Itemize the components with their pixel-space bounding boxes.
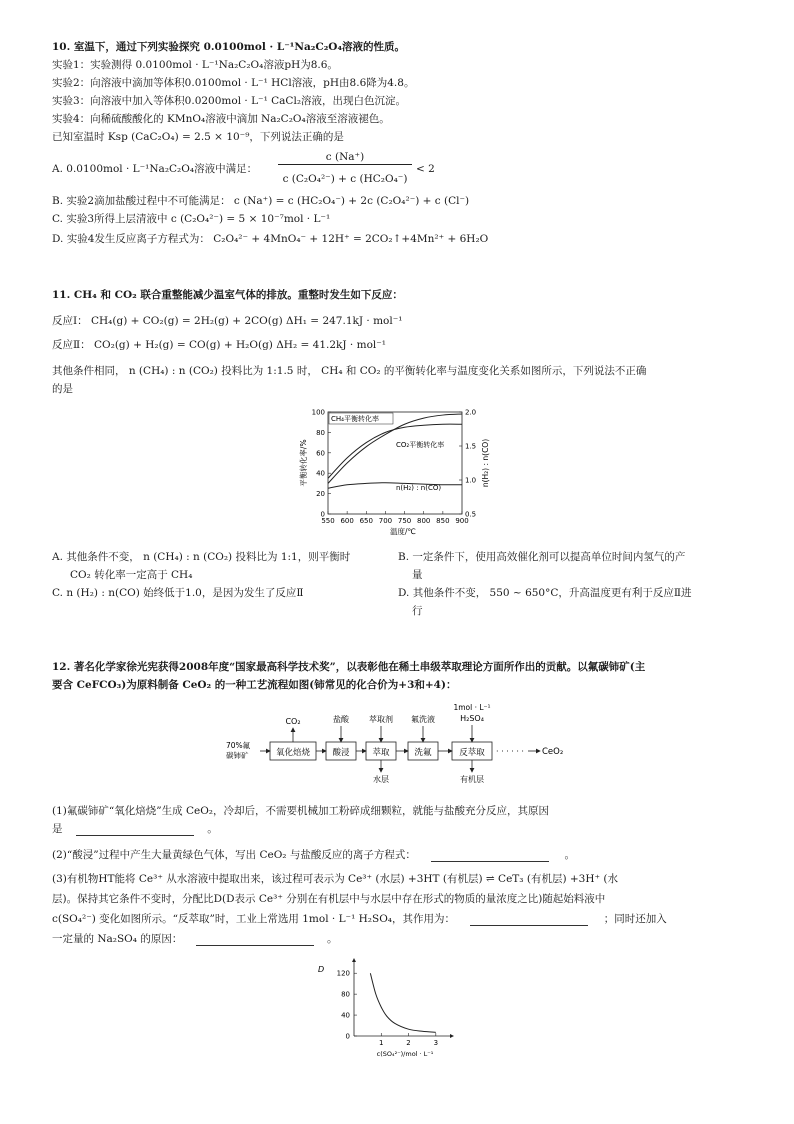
chart1-y-left-tick-label: 0: [320, 510, 325, 519]
conversion-chart: [290, 402, 510, 542]
chart1-x-tick-label: 750: [397, 517, 412, 525]
chart2-x-tick-label: 1: [379, 1039, 384, 1047]
flow-step-back-extraction: 反萃取: [459, 748, 485, 758]
q12-part1-line2: [52, 822, 218, 836]
chart1-y-left-tick-label: 100: [311, 408, 325, 417]
q10-exp3: 实验3：向溶液中加入等体积0.0200mol · L⁻¹ CaCl₂溶液，出现白色沉淀。: [52, 95, 407, 107]
q12-part3-prefix-2: 一定量的 Na₂SO₄ 的原因：: [52, 933, 183, 945]
q10-exp1: 实验1：实验测得 0.0100mol · L⁻¹Na₂C₂O₄溶液pH为8.6。: [52, 59, 338, 71]
process-flow-diagram: [222, 698, 582, 790]
q12-part1-answer-blank[interactable]: [76, 824, 194, 836]
q10-title: 10. 室温下，通过下列实验探究 0.0100mol · L⁻¹Na₂C₂O₄溶液的性质。: [52, 41, 406, 53]
q12-part3-suffix: 。: [327, 933, 338, 945]
q12-part3-answer-blank-2[interactable]: [196, 934, 314, 946]
flow-ellipsis: · · · · · ·: [496, 747, 524, 756]
chart1-x-tick-label: 550: [321, 517, 335, 525]
q11-option-c: C. n (H₂) : n(CO) 始终低于1.0，是因为发生了反应Ⅱ: [52, 587, 304, 599]
chart1-x-tick-label: 600: [340, 517, 354, 525]
chart1-y-left-tick-label: 80: [316, 428, 325, 437]
chart2-y-tick-label: 80: [341, 990, 350, 999]
flow-top-extractant: 萃取剂: [369, 715, 393, 724]
flow-product: CeO₂: [542, 747, 564, 757]
flow-top-h2so4: H₂SO₄: [460, 714, 484, 723]
chart2-y-tick-label: 40: [341, 1011, 350, 1020]
flow-top-hcl: 盐酸: [333, 715, 349, 724]
chart1-y-right-axis-label: n(H₂) : n(CO): [481, 438, 490, 488]
q11-condition-line1: 其他条件相同， n (CH₄) : n (CO₂) 投料比为 1:1.5 时， CH₄ 和 CO₂ 的平衡转化率与温度变化关系如图所示，下列说法不正确: [52, 365, 647, 377]
q11-reaction-2: 反应Ⅱ： CO₂(g) + H₂(g) = CO(g) + H₂O(g) ΔH₂ = 41.2kJ · mol⁻¹: [52, 339, 386, 351]
chart2-y-arrow: [352, 958, 356, 962]
chart1-ratio-label: n(H₂) : n(CO): [396, 484, 442, 492]
chart2-x-arrow: [450, 1034, 454, 1038]
chart2-y-tick-label: 0: [345, 1032, 350, 1041]
chart2-series-d: [370, 973, 435, 1032]
chart1-y-left-axis-label: 平衡转化率/%: [299, 439, 308, 487]
chart1-ch4-label: CH₄平衡转化率: [331, 415, 379, 423]
q12-part3-line1: (3)有机物HT能将 Ce³⁺ 从水溶液中提取出来，该过程可表示为 Ce³⁺ (水层) +3HT (有机层) ⇌ CeT₃ (有机层) +3H⁺ (水: [52, 873, 618, 885]
chart1-y-left-tick-label: 20: [316, 490, 325, 499]
flow-step-acid-leach: 酸浸: [332, 748, 350, 758]
q11-option-d-line1: D. 其他条件不变， 550 ~ 650°C，升高温度更有利于反应Ⅱ进: [398, 587, 692, 599]
chart1-x-axis-label: 温度/℃: [390, 527, 416, 536]
chart2-x-tick-label: 3: [433, 1039, 439, 1047]
q12-title-line1: 12. 著名化学家徐光宪获得2008年度“国家最高科学技术奖”，以表彰他在稀土串级萃取理论方面所作出的贡献。以氟碳铈矿(主: [52, 661, 646, 673]
q10-option-a-prefix: A. 0.0100mol · L⁻¹Na₂C₂O₄溶液中满足：: [52, 163, 258, 175]
flow-top-co2: CO₂: [285, 717, 301, 726]
flow-feed-line1: 70%氟: [226, 741, 251, 750]
chart1-y-right-tick-label: 2.0: [465, 408, 477, 417]
q11-reaction-1: 反应I： CH₄(g) + CO₂(g) = 2H₂(g) + 2CO(g) ΔH₁ = 247.1kJ · mol⁻¹: [52, 315, 403, 327]
q12-part3-line3: [52, 912, 667, 926]
chart2-y-axis-label: D: [318, 965, 325, 974]
distribution-ratio-chart: [312, 956, 472, 1060]
q12-part2-line: [52, 848, 575, 862]
q10-ksp: 已知室温时 Ksp (CaC₂O₄) = 2.5 × 10⁻⁹，下列说法正确的是: [52, 131, 344, 143]
q10-option-a-suffix: < 2: [416, 163, 435, 175]
q12-part3-prefix: c(SO₄²⁻) 变化如图所示。“反萃取”时，工业上常选用 1mol · L⁻¹ H₂SO₄，其作用为：: [52, 913, 456, 925]
q10-option-b: B. 实验2滴加盐酸过程中不可能满足： c (Na⁺) = c (HC₂O₄⁻) + 2c (C₂O₄²⁻) + c (Cl⁻): [52, 195, 470, 207]
flow-step-fluorine-wash: 洗氟: [414, 748, 432, 758]
chart1-y-right-tick-label: 0.5: [465, 510, 477, 519]
q10-option-a-denominator: c (C₂O₄²⁻) + c (HC₂O₄⁻): [282, 173, 408, 185]
q11-condition-line2: 的是: [52, 383, 73, 395]
q11-option-a-line1: A. 其他条件不变， n (CH₄) : n (CO₂) 投料比为 1:1，则平衡时: [52, 551, 351, 563]
q10-exp2: 实验2：向溶液中滴加等体积0.0100mol · L⁻¹ HCl溶液，pH由8.6降为4.8。: [52, 77, 415, 89]
flow-bottom-organic: 有机层: [460, 775, 484, 784]
chart1-series-ratio: [328, 483, 462, 488]
q12-part3-middle: ；同时还加入: [603, 913, 667, 925]
q12-part1-suffix: 。: [207, 823, 218, 835]
chart1-x-tick-label: 800: [417, 517, 431, 525]
chart2-y-tick-label: 120: [336, 969, 350, 978]
flow-step-extraction: 萃取: [372, 748, 390, 758]
chart1-x-tick-label: 700: [378, 517, 393, 525]
chart1-y-right-tick-label: 1.0: [465, 476, 477, 485]
flow-top-concentration: 1mol · L⁻¹: [453, 703, 491, 712]
q10-option-d: D. 实验4发生反应离子方程式为： C₂O₄²⁻ + 4MnO₄⁻ + 12H⁺ = 2CO₂↑+4Mn²⁺ + 6H₂O: [52, 233, 489, 245]
chart1-y-left-tick-label: 60: [316, 449, 325, 458]
q12-title-line2: 要含 CeFCO₃)为原料制备 CeO₂ 的一种工艺流程如图(铈常见的化合价为+3和+4)：: [52, 679, 457, 691]
chart2-x-axis-label: c(SO₄²⁻)/mol · L⁻¹: [376, 1050, 434, 1058]
q12-part1-prefix: 是: [52, 823, 63, 835]
flow-bottom-aqueous: 水层: [373, 775, 389, 784]
chart1-x-tick-label: 650: [359, 517, 373, 525]
q12-part3-line4: [52, 932, 338, 946]
chart1-co2-label: CO₂平衡转化率: [396, 441, 445, 449]
q11-title: 11. CH₄ 和 CO₂ 联合重整能减少温室气体的排放。重整时发生如下反应：: [52, 289, 403, 301]
q10-option-a-numerator: c (Na⁺): [278, 150, 412, 165]
q12-part3-line2: 层)。保持其它条件不变时，分配比D(D表示 Ce³⁺ 分别在有机层中与水层中存在形式的物质的量浓度之比)随起始料液中: [52, 893, 606, 905]
q11-option-b-line2: 量: [412, 569, 423, 581]
q10-exp4: 实验4：向稀硫酸酸化的 KMnO₄溶液中滴加 Na₂C₂O₄溶液至溶液褪色。: [52, 113, 390, 125]
chart1-y-left-tick-label: 40: [316, 469, 325, 478]
flow-feed-line2: 碳铈矿: [226, 751, 249, 760]
q11-option-a-line2: CO₂ 转化率一定高于 CH₄: [70, 569, 193, 581]
q12-part1-line1: (1)氟碳铈矿“氧化焙烧”生成 CeO₂，冷却后，不需要机械加工粉碎成细颗粒，就能与盐酸充分反应，其原因: [52, 805, 550, 817]
q12-part2-prefix: (2)“酸浸”过程中产生大量黄绿色气体，写出 CeO₂ 与盐酸反应的离子方程式：: [52, 849, 416, 861]
chart1-y-right-tick-label: 1.5: [465, 442, 477, 451]
flow-step-oxidation: 氧化焙烧: [275, 748, 311, 758]
q12-part2-suffix: 。: [564, 849, 576, 861]
q11-option-b-line1: B. 一定条件下，使用高效催化剂可以提高单位时间内氢气的产: [398, 551, 686, 563]
q10-option-c: C. 实验3所得上层清液中 c (C₂O₄²⁻) = 5 × 10⁻⁷mol · L⁻¹: [52, 213, 331, 225]
q11-option-d-line2: 行: [412, 605, 423, 617]
chart1-frame: [328, 412, 462, 514]
chart1-x-tick-label: 850: [436, 517, 450, 525]
chart1-series-co2: [328, 424, 462, 478]
q12-part2-answer-blank[interactable]: [431, 850, 549, 862]
chart1-x-tick-label: 900: [455, 517, 469, 525]
flow-top-fluorine-wash-solution: 氟洗液: [411, 715, 435, 724]
chart2-x-tick-label: 2: [406, 1039, 411, 1047]
q12-part3-answer-blank-1[interactable]: [470, 914, 588, 926]
